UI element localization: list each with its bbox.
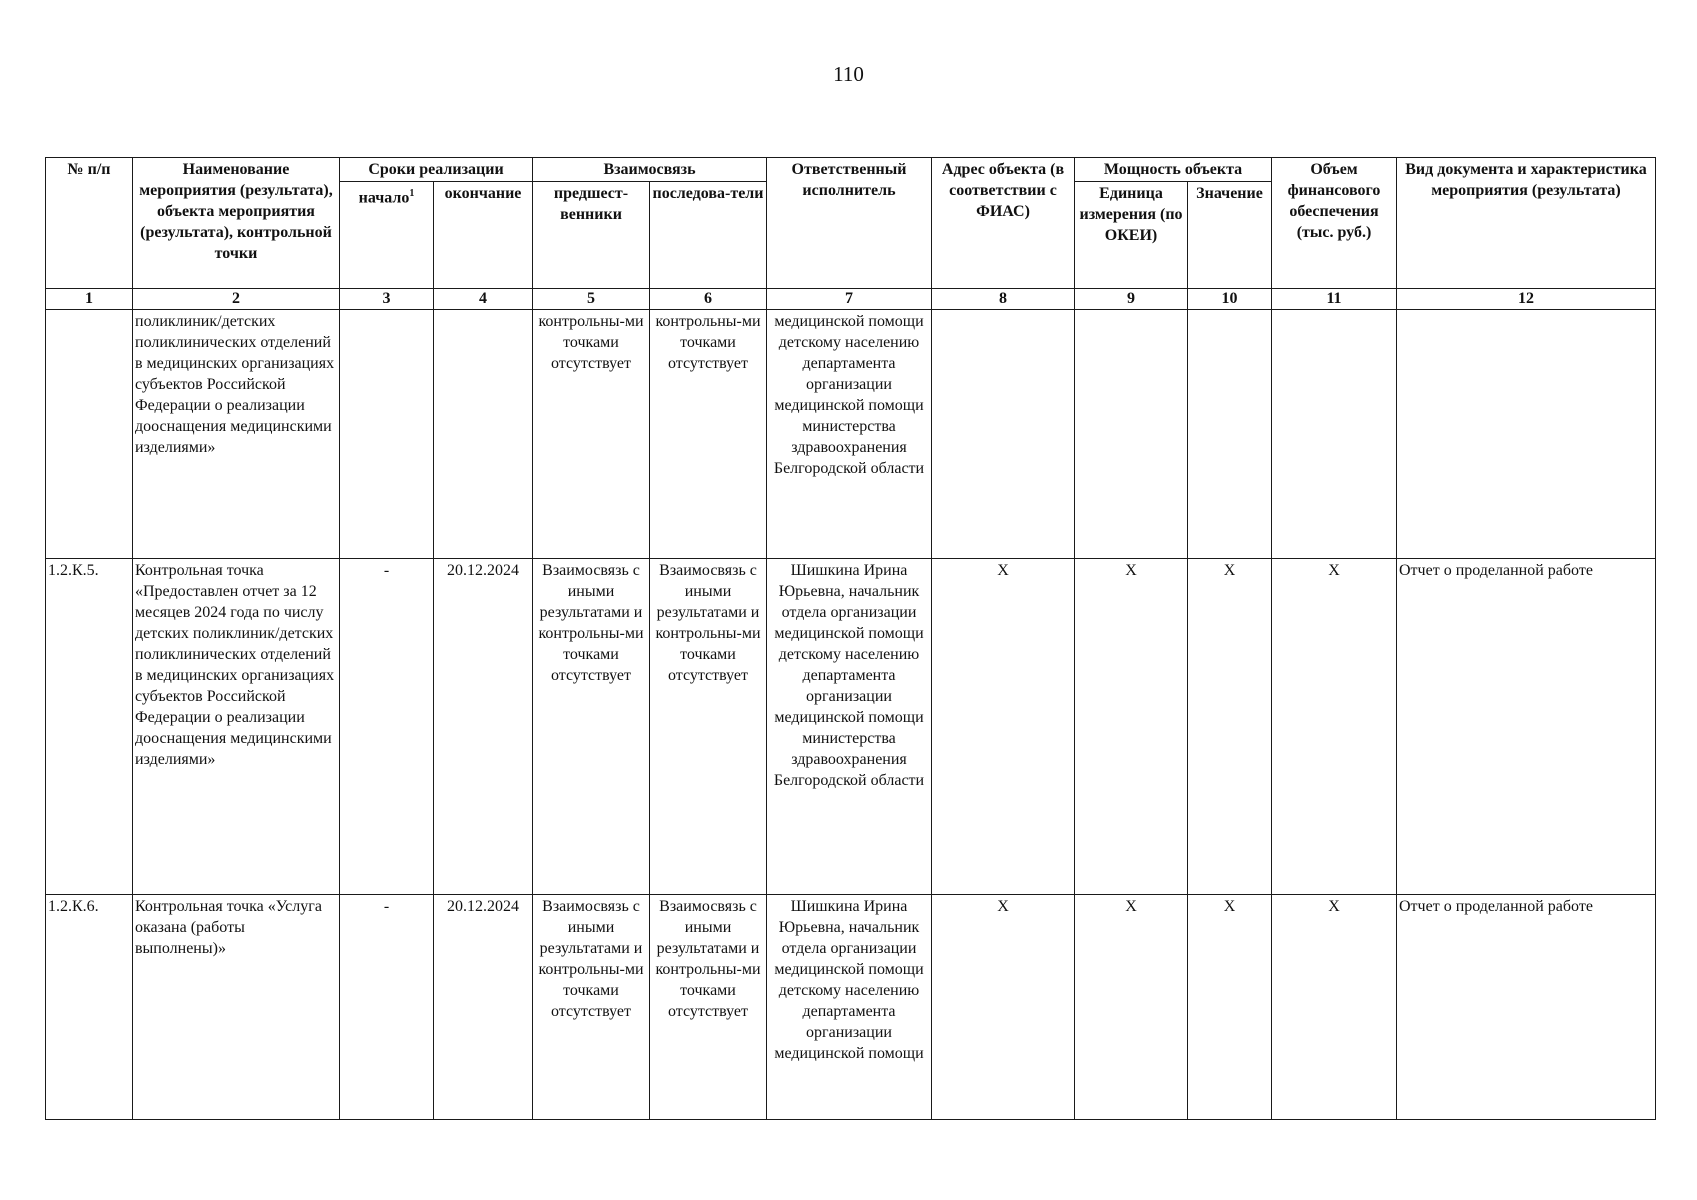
header-finance: Объем финансового обеспечения (тыс. руб.) xyxy=(1272,158,1397,289)
cell-start: - xyxy=(340,559,434,895)
col-number: 7 xyxy=(767,289,932,310)
header-end: окончание xyxy=(434,182,533,289)
cell-num: 1.2.К.5. xyxy=(46,559,133,895)
cell-document: Отчет о проделанной работе xyxy=(1397,559,1656,895)
cell-document xyxy=(1397,310,1656,559)
col-number: 12 xyxy=(1397,289,1656,310)
header-unit: Единица измерения (по ОКЕИ) xyxy=(1075,182,1188,289)
cell-unit xyxy=(1075,310,1188,559)
cell-finance: X xyxy=(1272,895,1397,1120)
cell-unit: X xyxy=(1075,895,1188,1120)
table-row xyxy=(46,895,1656,1120)
cell-predecessors: Взаимосвязь с иными результатами и контрольны-ми точками отсутствует xyxy=(533,559,650,895)
cell-num xyxy=(46,310,133,559)
col-number: 4 xyxy=(434,289,533,310)
cell-num: 1.2.К.6. xyxy=(46,895,133,1120)
plan-table xyxy=(45,157,1656,1120)
header-successors: последова-тели xyxy=(650,182,767,289)
col-number: 9 xyxy=(1075,289,1188,310)
cell-end: 20.12.2024 xyxy=(434,559,533,895)
cell-address xyxy=(932,310,1075,559)
cell-responsible: медицинской помощи детскому населению департамента организации медицинской помощи министерства здравоохранения Белгородской области xyxy=(767,310,932,559)
cell-successors: контрольны-ми точками отсутствует xyxy=(650,310,767,559)
cell-finance: X xyxy=(1272,559,1397,895)
cell-name: Контрольная точка «Услуга оказана (работы выполнены)» xyxy=(133,895,340,1120)
header-power: Мощность объекта xyxy=(1075,158,1272,182)
column-number-row xyxy=(46,289,1656,310)
cell-predecessors: контрольны-ми точками отсутствует xyxy=(533,310,650,559)
cell-name: поликлиник/детских поликлинических отделений в медицинских организациях субъектов Российской Федерации о реализации дооснащения медицинскими изделиями» xyxy=(133,310,340,559)
header-num: № п/п xyxy=(46,158,133,289)
col-number: 6 xyxy=(650,289,767,310)
cell-start: - xyxy=(340,895,434,1120)
header-responsible: Ответственный исполнитель xyxy=(767,158,932,289)
cell-name: Контрольная точка «Предоставлен отчет за 12 месяцев 2024 года по числу детских поликлиник/детских поликлинических отделений в медицинских организациях субъектов Российской Федерации о реализации дооснащения медицинскими изделиями» xyxy=(133,559,340,895)
cell-predecessors: Взаимосвязь с иными результатами и контрольны-ми точками отсутствует xyxy=(533,895,650,1120)
col-number: 8 xyxy=(932,289,1075,310)
col-number: 2 xyxy=(133,289,340,310)
header-address: Адрес объекта (в соответствии с ФИАС) xyxy=(932,158,1075,289)
header-predecessors: предшест-венники xyxy=(533,182,650,289)
col-number: 10 xyxy=(1188,289,1272,310)
header-start: начало$^1$ xyxy=(340,182,434,289)
col-number: 3 xyxy=(340,289,434,310)
cell-address: X xyxy=(932,895,1075,1120)
col-number: 11 xyxy=(1272,289,1397,310)
cell-value: X xyxy=(1188,559,1272,895)
header-document: Вид документа и характеристика мероприятия (результата) xyxy=(1397,158,1656,289)
header-name: Наименование мероприятия (результата), объекта мероприятия (результата), контрольной точки xyxy=(133,158,340,289)
table-row xyxy=(46,559,1656,895)
header-value: Значение xyxy=(1188,182,1272,289)
cell-end xyxy=(434,310,533,559)
cell-value xyxy=(1188,310,1272,559)
header-row xyxy=(46,158,1656,182)
table-row xyxy=(46,310,1656,559)
header-terms: Сроки реализации xyxy=(340,158,533,182)
cell-unit: X xyxy=(1075,559,1188,895)
page-number: 110 xyxy=(833,62,864,86)
header-link: Взаимосвязь xyxy=(533,158,767,182)
col-number: 5 xyxy=(533,289,650,310)
cell-successors: Взаимосвязь с иными результатами и контрольны-ми точками отсутствует xyxy=(650,559,767,895)
col-number: 1 xyxy=(46,289,133,310)
cell-responsible: Шишкина Ирина Юрьевна, начальник отдела организации медицинской помощи детскому населению департамента организации медицинской помощи министерства здравоохранения Белгородской области xyxy=(767,559,932,895)
cell-value: X xyxy=(1188,895,1272,1120)
cell-document: Отчет о проделанной работе xyxy=(1397,895,1656,1120)
cell-start xyxy=(340,310,434,559)
cell-successors: Взаимосвязь с иными результатами и контрольны-ми точками отсутствует xyxy=(650,895,767,1120)
cell-responsible: Шишкина Ирина Юрьевна, начальник отдела организации медицинской помощи детскому населению департамента организации медицинской помощи xyxy=(767,895,932,1120)
cell-finance xyxy=(1272,310,1397,559)
cell-address: X xyxy=(932,559,1075,895)
cell-end: 20.12.2024 xyxy=(434,895,533,1120)
